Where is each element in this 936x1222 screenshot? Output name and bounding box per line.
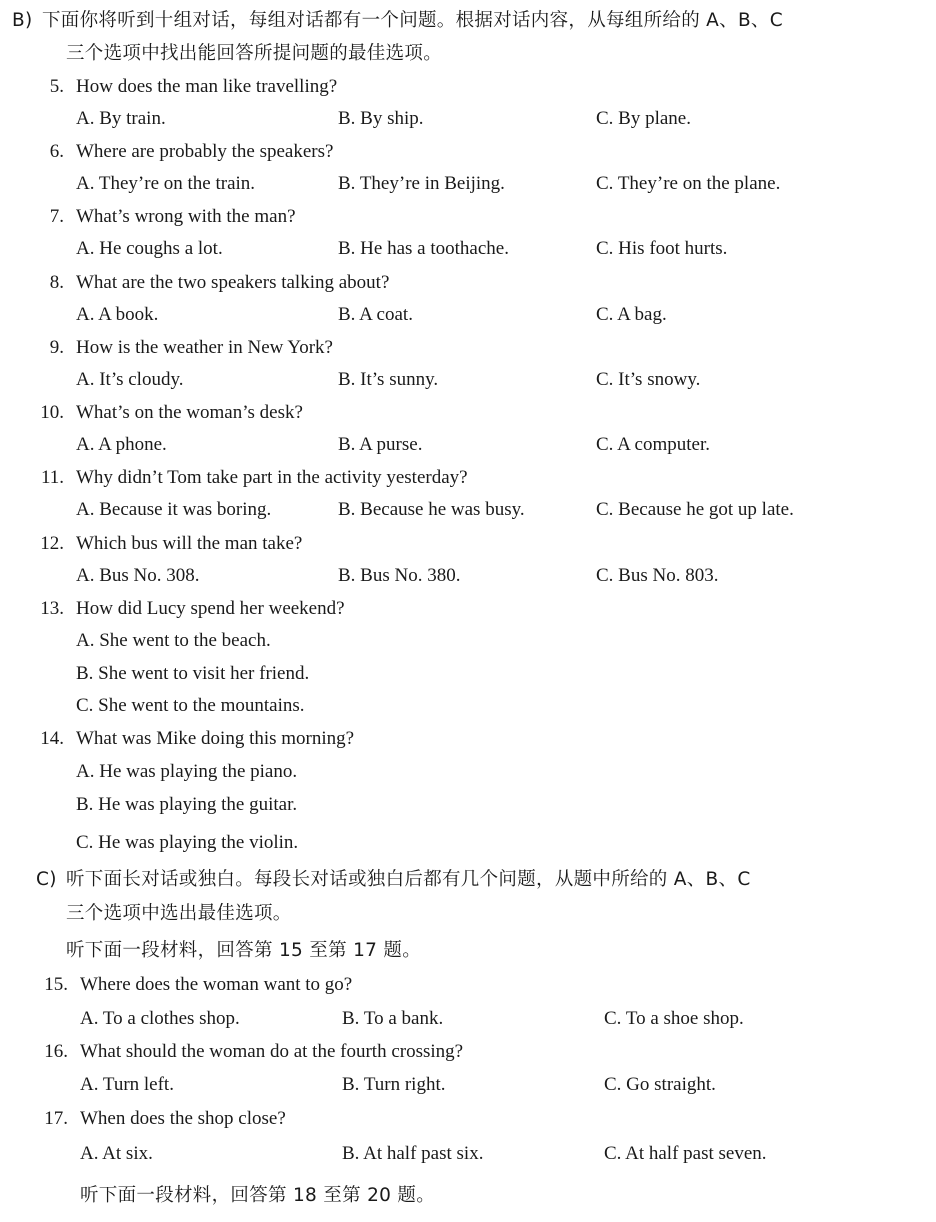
option-c: C. A bag.	[596, 304, 667, 325]
question-number: 5.	[49, 76, 64, 97]
question-text: What’s wrong with the man?	[76, 206, 296, 227]
option-b: B. He has a toothache.	[338, 238, 509, 259]
option-b: B. A coat.	[338, 304, 413, 325]
question-text: How did Lucy spend her weekend?	[76, 598, 345, 619]
option-a: A. Because it was boring.	[76, 499, 272, 520]
option-b: B. She went to visit her friend.	[76, 663, 310, 684]
question-text: What was Mike doing this morning?	[76, 728, 355, 749]
option-a: A. A phone.	[76, 434, 167, 455]
question-text: What are the two speakers talking about?	[76, 272, 390, 293]
option-a: A. To a clothes shop.	[80, 1008, 240, 1029]
option-b: B. A purse.	[338, 434, 423, 455]
option-c: C. By plane.	[596, 108, 691, 129]
question-number: 11.	[40, 467, 64, 488]
option-b: B. They’re in Beijing.	[338, 173, 505, 194]
material-instruction-1: 听下面一段材料，回答第 15 至第 17 题。	[66, 940, 422, 961]
question-number: 9.	[49, 337, 64, 358]
option-c: C. They’re on the plane.	[596, 173, 781, 194]
question-text: When does the shop close?	[80, 1108, 286, 1129]
option-b: B. He was playing the guitar.	[76, 794, 298, 815]
question-number: 14.	[40, 728, 64, 749]
option-c: C. Go straight.	[604, 1074, 716, 1095]
question-number: 13.	[40, 598, 64, 619]
option-b: B. To a bank.	[342, 1008, 444, 1029]
question-text: Where are probably the speakers?	[76, 141, 334, 162]
section-b-intro-line-1: 下面你将听到十组对话，每组对话都有一个问题。根据对话内容，从每组所给的 A、B、C	[42, 10, 783, 31]
question-text: Why didn’t Tom take part in the activity yesterday?	[76, 467, 468, 488]
option-a: A. They’re on the train.	[76, 173, 256, 194]
option-c: C. At half past seven.	[604, 1143, 767, 1164]
option-b: B. It’s sunny.	[338, 369, 439, 390]
option-c: C. A computer.	[596, 434, 710, 455]
question-text: How is the weather in New York?	[76, 337, 333, 358]
section-b-label: B)	[12, 10, 33, 31]
option-c: C. His foot hurts.	[596, 238, 728, 259]
option-b: B. Bus No. 380.	[338, 565, 461, 586]
section-c-intro-line-1: 听下面长对话或独白。每段长对话或独白后都有几个问题，从题中所给的 A、B、C	[66, 869, 751, 890]
question-number: 15.	[44, 974, 68, 995]
question-number: 8.	[49, 272, 64, 293]
option-c: C. She went to the mountains.	[76, 695, 305, 716]
question-number: 6.	[49, 141, 64, 162]
question-text: How does the man like travelling?	[76, 76, 338, 97]
question-text: Where does the woman want to go?	[80, 974, 353, 995]
question-number: 17.	[44, 1108, 68, 1129]
option-a: A. She went to the beach.	[76, 630, 271, 651]
question-number: 10.	[40, 402, 64, 423]
option-a: A. It’s cloudy.	[76, 369, 184, 390]
material-instruction-2: 听下面一段材料，回答第 18 至第 20 题。	[80, 1185, 436, 1206]
option-c: C. To a shoe shop.	[604, 1008, 744, 1029]
question-text: What should the woman do at the fourth crossing?	[80, 1041, 464, 1062]
option-a: A. He coughs a lot.	[76, 238, 223, 259]
option-b: B. By ship.	[338, 108, 424, 129]
option-a: A. A book.	[76, 304, 159, 325]
option-b: B. Turn right.	[342, 1074, 446, 1095]
question-number: 16.	[44, 1041, 68, 1062]
option-b: B. At half past six.	[342, 1143, 484, 1164]
option-c: C. He was playing the violin.	[76, 832, 299, 853]
question-number: 12.	[40, 533, 64, 554]
question-text: Which bus will the man take?	[76, 533, 303, 554]
option-b: B. Because he was busy.	[338, 499, 525, 520]
option-a: A. Turn left.	[80, 1074, 174, 1095]
option-a: A. He was playing the piano.	[76, 761, 298, 782]
question-text: What’s on the woman’s desk?	[76, 402, 303, 423]
question-number: 7.	[49, 206, 64, 227]
section-c-intro-line-2: 三个选项中选出最佳选项。	[66, 903, 292, 924]
option-a: A. At six.	[80, 1143, 153, 1164]
option-c: C. Because he got up late.	[596, 499, 794, 520]
option-c: C. It’s snowy.	[596, 369, 701, 390]
option-a: A. By train.	[76, 108, 166, 129]
section-b-intro-line-2: 三个选项中找出能回答所提问题的最佳选项。	[66, 43, 443, 64]
option-a: A. Bus No. 308.	[76, 565, 200, 586]
option-c: C. Bus No. 803.	[596, 565, 719, 586]
section-c-label: C)	[36, 869, 57, 890]
